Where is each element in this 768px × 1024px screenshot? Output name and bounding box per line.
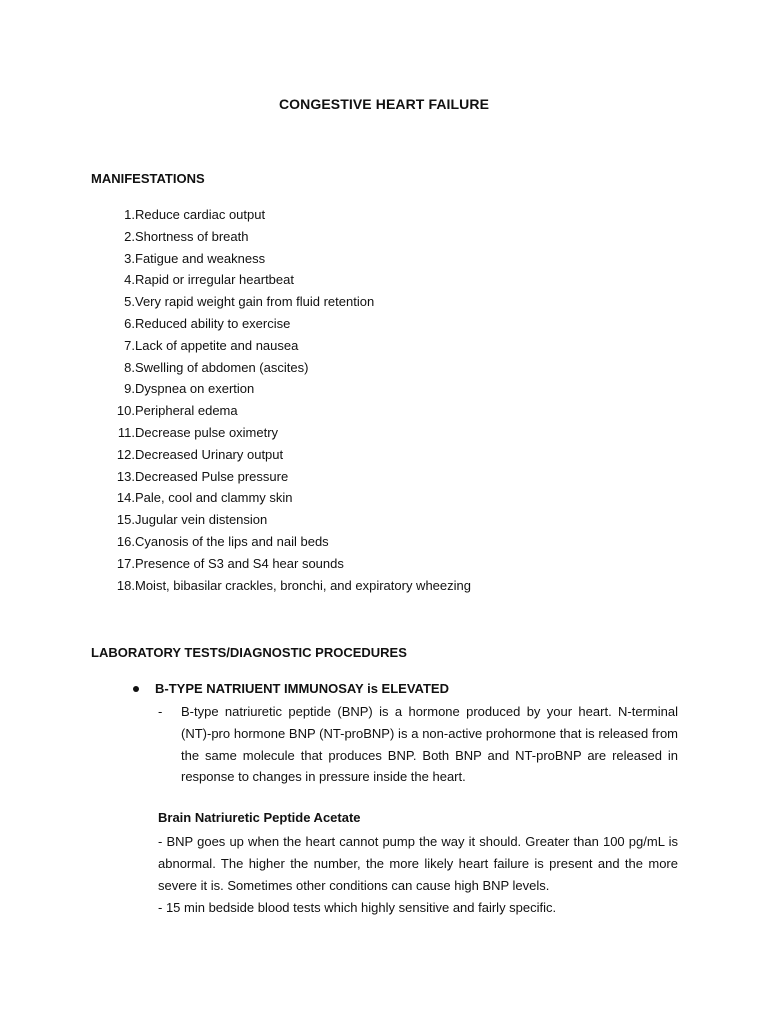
manifestation-item xyxy=(91,555,344,577)
list-number: 3. xyxy=(124,250,135,266)
list-number: 14. xyxy=(116,490,135,506)
list-number: 4. xyxy=(124,272,135,288)
bedside-test-paragraph: - 15 min bedside blood tests which highly sensitive and fairly specific. xyxy=(158,900,557,915)
list-item-text: Moist, bibasilar crackles, bronchi, and expiratory wheezing xyxy=(135,577,471,593)
manifestations-heading: MANIFESTATIONS xyxy=(91,171,205,186)
list-item-text: Pale, cool and clammy skin xyxy=(135,490,293,506)
list-item-text: Very rapid weight gain from fluid retention xyxy=(135,294,375,310)
list-number: 11. xyxy=(117,424,135,440)
manifestation-item xyxy=(91,293,375,315)
list-number: 15. xyxy=(116,512,135,528)
manifestation-item xyxy=(91,271,294,293)
bnp-threshold-paragraph: - BNP goes up when the heart cannot pump the way it should. Greater than 100 pg/mL is abnormal. The higher the number, the more likely heart failure is present and the more severe it is. Sometimes other conditions can cause high BNP levels. xyxy=(158,834,678,893)
manifestation-item xyxy=(91,468,289,490)
list-item-text: Peripheral edema xyxy=(135,403,238,419)
list-item-text: Shortness of breath xyxy=(135,228,249,244)
list-item-text: Reduced ability to exercise xyxy=(135,315,291,331)
manifestation-item xyxy=(91,424,279,446)
list-item-text: Decreased Urinary output xyxy=(135,446,284,462)
list-item-text: Decreased Pulse pressure xyxy=(135,468,289,484)
manifestation-item xyxy=(91,402,238,424)
list-number: 9. xyxy=(124,381,135,397)
bullet-icon xyxy=(133,686,139,692)
list-number: 18. xyxy=(116,577,135,593)
list-item-text: Dyspnea on exertion xyxy=(135,381,255,397)
manifestation-item xyxy=(91,359,309,381)
list-item-text: Reduce cardiac output xyxy=(135,207,266,222)
bnp-bullet-text: B-TYPE NATRIUENT IMMUNOSAY is ELEVATED xyxy=(155,681,449,696)
lab-tests-heading: LABORATORY TESTS/DIAGNOSTIC PROCEDURES xyxy=(91,645,407,660)
list-number: 6. xyxy=(124,315,135,331)
list-number: 5. xyxy=(124,294,135,310)
manifestations-list xyxy=(91,206,471,598)
manifestation-item xyxy=(91,337,299,359)
manifestation-item xyxy=(91,446,284,468)
manifestation-item xyxy=(91,511,268,533)
list-number: 7. xyxy=(124,337,135,353)
list-item-text: Rapid or irregular heartbeat xyxy=(135,272,294,288)
bnp-acetate-subheading: Brain Natriuretic Peptide Acetate xyxy=(158,810,361,825)
list-number: 13. xyxy=(116,468,135,484)
manifestation-item xyxy=(91,315,291,337)
list-item-text: Cyanosis of the lips and nail beds xyxy=(135,533,329,549)
manifestation-item xyxy=(91,380,255,402)
list-item-text: Swelling of abdomen (ascites) xyxy=(135,359,309,375)
list-item-text: Presence of S3 and S4 hear sounds xyxy=(135,555,344,571)
manifestation-item xyxy=(91,533,329,555)
dash-marker: - xyxy=(158,704,163,719)
bnp-description-paragraph: B-type natriuretic peptide (BNP) is a hormone produced by your heart. N-terminal (NT)-pro hormone BNP (NT-proBNP) is a non-active prohormone that is released from the same molecule that produces BNP. Both BNP and NT-proBNP are released in response to changes in pressure inside the heart. xyxy=(181,704,678,785)
manifestation-item xyxy=(91,489,293,511)
list-item-text: Lack of appetite and nausea xyxy=(135,337,299,353)
manifestation-item xyxy=(91,577,471,599)
list-number: 16. xyxy=(116,533,135,549)
list-item-text: Fatigue and weakness xyxy=(135,250,266,266)
manifestation-item xyxy=(91,228,249,250)
manifestation-item xyxy=(91,250,266,272)
list-item-text: Decrease pulse oximetry xyxy=(135,424,279,440)
list-number: 2. xyxy=(124,228,135,244)
list-number: 12. xyxy=(116,446,135,462)
bnp-bullet-item xyxy=(133,681,449,696)
document-title: CONGESTIVE HEART FAILURE xyxy=(278,96,490,112)
list-number: 1. xyxy=(124,207,135,222)
list-item-text: Jugular vein distension xyxy=(135,512,268,528)
list-number: 17. xyxy=(116,555,135,571)
list-number: 8. xyxy=(124,359,135,375)
list-number: 10. xyxy=(116,403,135,419)
manifestation-item xyxy=(91,206,266,228)
